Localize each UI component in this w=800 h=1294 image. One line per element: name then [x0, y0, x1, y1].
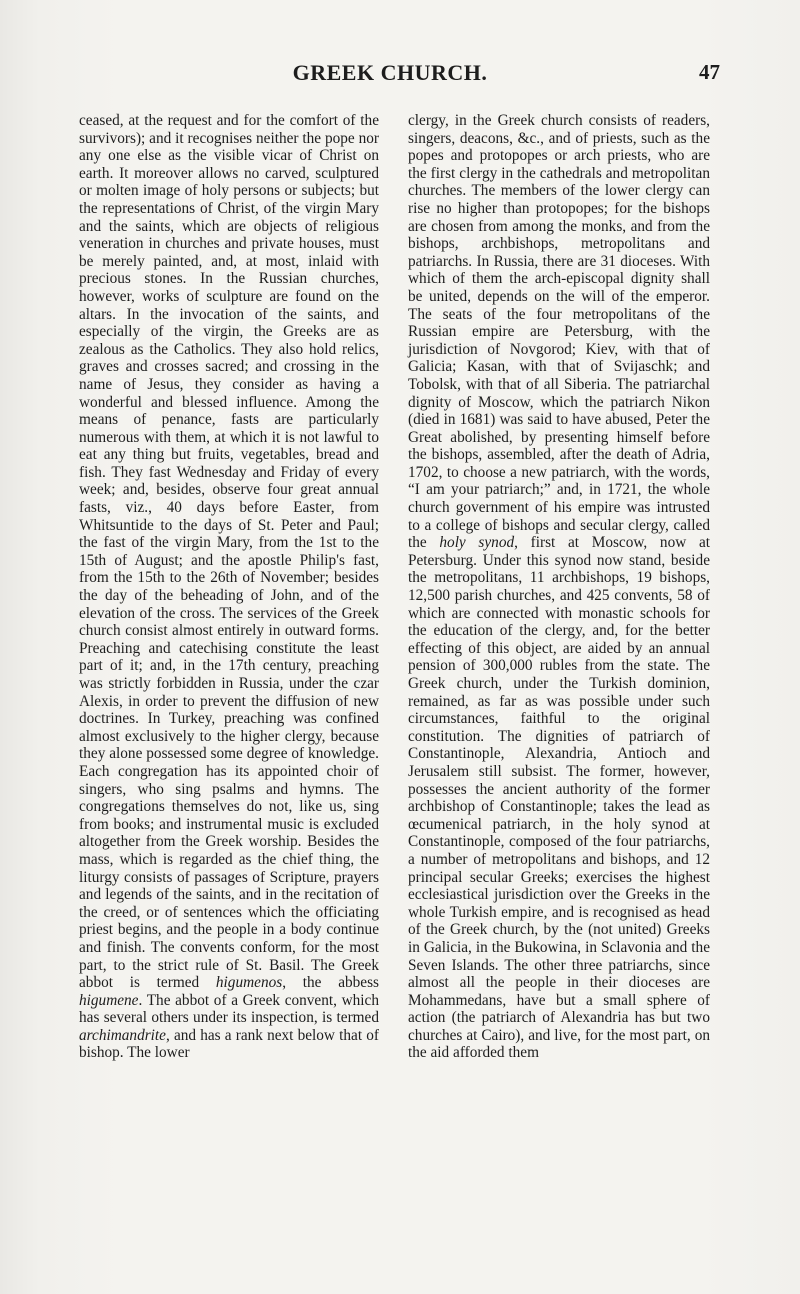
page-header	[60, 60, 720, 100]
running-head: GREEK CHURCH.	[292, 60, 488, 85]
left-column	[79, 112, 379, 1062]
page-number: 47	[699, 60, 720, 84]
right-column-text: clergy, in the Greek church consists of readers, singers, deacons, &c., and of priests, such as the popes and protopopes or arch priests, who are the first clergy in the cathedrals and metropolitan churches. The members of the lower clergy can rise no higher than protopopes; for the bishops are chosen from among the monks, and from the bishops, archbishops, metropolitans and patriarchs. In Russia, there are 31 dioceses. With which of them the arch-episcopal dignity shall be united, depends on the will of the emperor. The seats of the four metropolitans of the Russian empire are Petersburg, with the jurisdiction of Novgorod; Kiev, with that of Galicia; Kasan, with that of Svijaschk; and Tobolsk, with that of all Siberia. The patriarchal dignity of Moscow, which the patriarch Nikon (died in 1681) was said to have abused, Peter the Great abolished, by presenting himself before the bishops, assembled, after the death of Adria, 1702, to choose a new patriarch, with the words, “I am your patriarch;” and, in 1721, the whole church government of his empire was intrusted to a college of bishops and secular clergy, called the holy synod, first at Moscow, now at Petersburg. Under this synod now stand, beside the metropolitans, 11 archbishops, 19 bishops, 12,500 parish churches, and 425 convents, 58 of which are connected with monastic schools for the education of the clergy, and, for the better effecting of this object, are aided by an annual pension of 300,000 rubles from the state. The Greek church, under the Turkish dominion, remained, as far as was possible under such circumstances, faithful to the original constitution. The dignities of patriarch of Constantinople, Alexandria, Antioch and Jerusalem still subsist. The former, however, possesses the ancient authority of the former archbishop of Constantinople; takes the lead as œcumenical patriarch, in the holy synod at Constantinople, composed of the four patriarchs, a number of metropolitans and bishops, and 12 principal secular Greeks; exercises the highest ecclesiastical jurisdiction over the Greeks in the whole Turkish empire, and is recognised as head of the Greek church, by the (not united) Greeks in Galicia, in the Bukowina, in Sclavonia and the Seven Islands. The other three patriarchs, since almost all the people in their dioceses are Mohammedans, have but a small sphere of action (the patriarch of Alexandria has but two churches at Cairo), and live, for the most part, on the aid afforded them	[408, 112, 711, 1062]
right-column	[408, 112, 710, 1062]
left-column-text: ceased, at the request and for the comfort of the survivors); and it recognises neither the pope nor any one else as the visible vicar of Christ on earth. It moreover allows no carved, sculptured or molten image of holy persons or subjects; but the representations of Christ, of the virgin Mary and the saints, which are objects of religious veneration in churches and private houses, must be merely painted, and, at most, inlaid with precious stones. In the Russian churches, however, works of sculpture are found on the altars. In the invocation of the saints, and especially of the virgin, the Greeks are as zealous as the Catholics. They also hold relics, graves and crosses sacred; and crossing in the name of Jesus, they consider as having a wonderful and blessed influence. Among the means of penance, fasts are particularly numerous with them, at which it is not lawful to eat any thing but fruits, vegetables, bread and fish. They fast Wednesday and Friday of every week; and, besides, observe four great annual fasts, viz., 40 days before Easter, from Whitsuntide to the days of St. Peter and Paul; the fast of the virgin Mary, from the 1st to the 15th of August; and the apostle Philip's fast, from the 15th to the 26th of November; besides the day of the beheading of John, and of the elevation of the cross. The services of the Greek church consist almost entirely in outward forms. Preaching and catechising constitute the least part of it; and, in the 17th century, preaching was strictly forbidden in Russia, under the czar Alexis, in order to prevent the diffusion of new doctrines. In Turkey, preaching was confined almost exclusively to the higher clergy, because they alone possessed some degree of knowledge. Each congregation has its appointed choir of singers, who sing psalms and hymns. The congregations themselves do not, like us, sing from books; and instrumental music is excluded altogether from the Greek worship. Besides the mass, which is regarded as the chief thing, the liturgy consists of passages of Scripture, prayers and legends of the saints, and in the recitation of the creed, or of sentences which the officiating priest begins, and the people in a body continue and finish. The convents conform, for the most part, to the strict rule of St. Basil. The Greek abbot is termed higumenos, the abbess higumene. The abbot of a Greek convent, which has several others under its inspection, is termed archimandrite, and has a rank next below that of bishop. The lower	[79, 112, 379, 1062]
